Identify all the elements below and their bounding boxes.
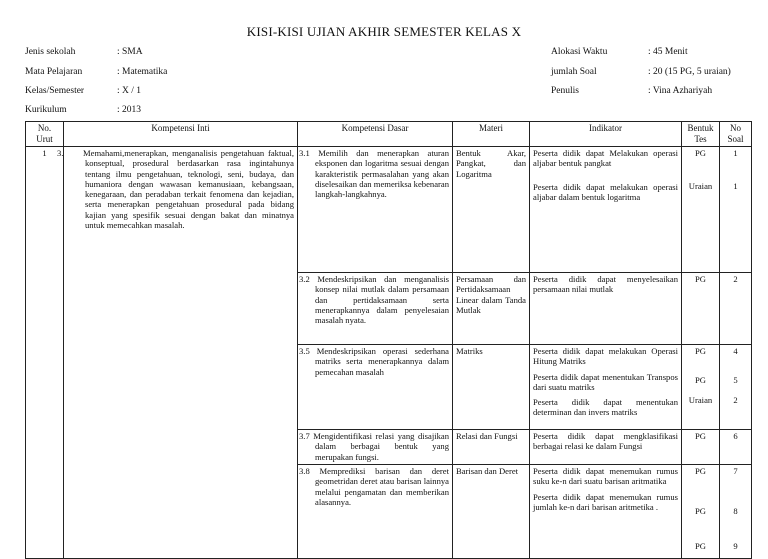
indikator-item: Peserta didik dapat melakukan operasi aljabar dalam bentuk logaritma	[533, 181, 678, 202]
no-soal-item: 5	[733, 375, 738, 386]
materi-cell: Bentuk Akar, Pangkat, dan Logaritma	[453, 147, 530, 273]
header-indikator: Indikator	[530, 122, 682, 147]
bentuk-cell	[682, 430, 720, 465]
bentuk-item: PG	[695, 346, 706, 356]
bentuk-item: PG	[695, 506, 706, 517]
no-soal-item: 9	[733, 540, 738, 551]
info-value: : Vina Azhariyah	[648, 86, 713, 96]
indikator-cell	[530, 273, 682, 345]
no-soal-item: 6	[733, 431, 738, 441]
indikator-cell	[530, 465, 682, 559]
info-label: Kurikulum	[25, 105, 67, 115]
no-soal-cell	[720, 465, 752, 559]
header-kompetensi-inti: Kompetensi Inti	[64, 122, 298, 147]
no-soal-item: 1	[733, 181, 738, 192]
header-no-urut: No. Urut	[26, 122, 64, 147]
kd-cell: 3.5 Mendeskripsikan operasi sederhana matriks serta menerapkannya dalam pemecahan masalah	[298, 345, 453, 430]
info-value: : 45 Menit	[648, 47, 688, 57]
ki-text: Memahami,menerapkan, menganalisis pengetahuan faktual, konseptual, prosedural berdasarkan rasa ingintahunya tentang ilmu pengetahuan, teknologi, seni, budaya, dan humaniora dengan wawasan kemanusiaan, kebangsaan, kenegaraan, dan peradaban terkait fenomena dan kejadian, serta menerapkan pengetahuan prosedural pada bidang kajian yang spesifik sesuai dengan bakat dan minatnya untuk memecahkan masalah.	[83, 148, 294, 231]
bentuk-cell	[682, 273, 720, 345]
bentuk-cell	[682, 345, 720, 430]
info-label: jumlah Soal	[551, 67, 597, 77]
materi-cell: Barisan dan Deret	[453, 465, 530, 559]
bentuk-item: PG	[695, 274, 706, 284]
kd-cell: 3.8 Memprediksi barisan dan deret geometridan deret atau barisan lainnya melalui pengamatan dan memberikan alasannya.	[298, 465, 453, 559]
header-materi: Materi	[453, 122, 530, 147]
info-label: Mata Pelajaran	[25, 67, 83, 77]
row-number: 1	[26, 147, 64, 559]
indikator-item: Peserta didik dapat mengklasifikasi berbagai relasi ke dalam Fungsi	[533, 431, 678, 452]
bentuk-item: Uraian	[688, 181, 713, 192]
info-label: Jenis sekolah	[25, 47, 76, 57]
info-value: : Matematika	[117, 67, 168, 77]
header-bentuk-tes: Bentuk Tes	[682, 122, 720, 147]
no-soal-item: 4	[733, 346, 738, 356]
header-no-soal: No Soal	[720, 122, 752, 147]
bentuk-item: PG	[695, 148, 706, 158]
indikator-item: Peserta didik dapat menentukan Transpos dari suatu matriks	[533, 371, 678, 392]
table-row	[26, 147, 752, 273]
bentuk-item: PG	[695, 375, 706, 386]
header-row	[26, 122, 752, 147]
indikator-item: Peserta didik dapat menemukan rumus suku ke-n dari suatu barisan aritmatika	[533, 466, 678, 487]
indikator-cell	[530, 147, 682, 273]
bentuk-item: PG	[695, 466, 706, 476]
indikator-item: Peserta didik dapat Melakukan operasi aljabar bentuk pangkat	[533, 148, 678, 169]
document-title: KISI-KISI UJIAN AKHIR SEMESTER KELAS X	[246, 24, 522, 39]
indikator-item: Peserta didik dapat menyelesaikan persamaan nilai mutlak	[533, 274, 678, 295]
indikator-item: Peserta didik dapat menemukan rumus jumlah ke-n dari barisan aritmetika .	[533, 491, 678, 512]
bentuk-cell	[682, 465, 720, 559]
no-soal-cell	[720, 147, 752, 273]
kd-cell: 3.2 Mendeskripsikan dan menganalisis konsep nilai mutlak dalam persamaan dan pertidaksamaan serta menerapkannya dalam penyelesaian masalah nyata.	[298, 273, 453, 345]
no-soal-item: 1	[733, 148, 738, 158]
kompetensi-inti-cell	[57, 147, 298, 559]
info-value: : 20 (15 PG, 5 uraian)	[648, 67, 731, 77]
materi-cell: Persamaan dan Pertidaksamaan Linear dalam Tanda Mutlak	[453, 273, 530, 345]
bentuk-cell	[682, 147, 720, 273]
bentuk-item: Uraian	[688, 394, 713, 405]
no-soal-item: 2	[733, 394, 738, 405]
indikator-cell	[530, 345, 682, 430]
info-label: Penulis	[551, 86, 579, 96]
info-value: : X / 1	[117, 86, 142, 96]
bentuk-item: PG	[695, 540, 706, 551]
no-soal-cell	[720, 273, 752, 345]
indikator-item: Peserta didik dapat menentukan determinan dan invers matriks	[533, 397, 678, 418]
kd-cell: 3.1 Memilih dan menerapkan aturan eksponen dan logaritma sesuai dengan karakteristik permasalahan yang akan diselesaikan dan memeriksa kebenaran langkah-langkahnya.	[298, 147, 453, 273]
kisi-kisi-table	[25, 121, 752, 559]
info-label: Alokasi Waktu	[551, 47, 608, 57]
no-soal-item: 8	[733, 506, 738, 517]
kd-cell: 3.7 Mengidentifikasi relasi yang disajikan dalam berbagai bentuk yang merupakan fungsi.	[298, 430, 453, 465]
indikator-cell	[530, 430, 682, 465]
no-soal-item: 7	[733, 466, 738, 476]
ki-number: 3.	[57, 148, 64, 158]
info-value: : SMA	[117, 47, 143, 57]
indikator-item: Peserta didik dapat melakukan Operasi Hitung Matriks	[533, 346, 678, 367]
materi-cell: Relasi dan Fungsi	[453, 430, 530, 465]
no-soal-item: 2	[733, 274, 738, 284]
no-soal-cell	[720, 430, 752, 465]
materi-cell: Matriks	[453, 345, 530, 430]
bentuk-item: PG	[695, 431, 706, 441]
no-soal-cell	[720, 345, 752, 430]
info-value: : 2013	[117, 105, 142, 115]
info-label: Kelas/Semester	[25, 86, 85, 96]
header-kompetensi-dasar: Kompetensi Dasar	[298, 122, 453, 147]
